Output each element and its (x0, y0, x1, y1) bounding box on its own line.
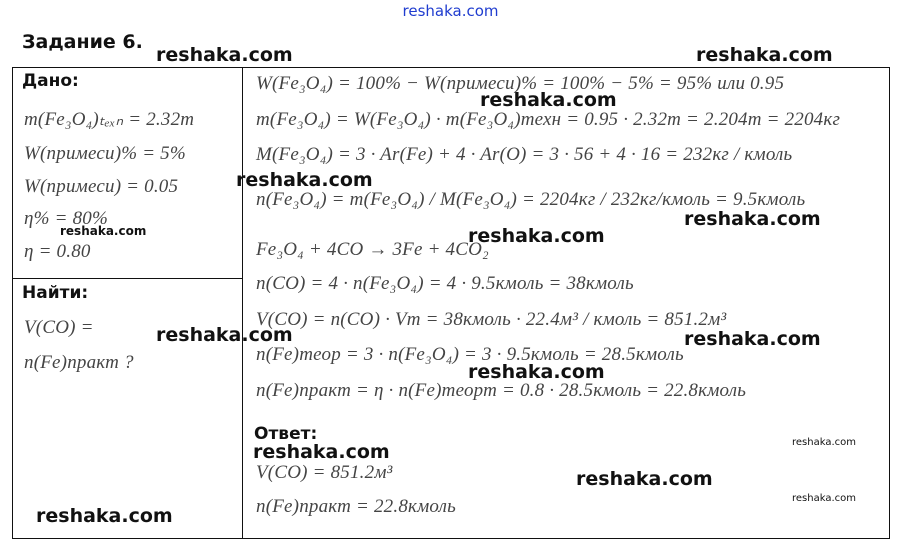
find-line: V(CO) = (24, 317, 94, 338)
watermark: reshaka.com (792, 437, 856, 448)
watermark: reshaka.com (480, 89, 617, 111)
watermark: reshaka.com (684, 328, 821, 350)
given-line: η% = 80% (24, 208, 109, 229)
watermark: reshaka.com (253, 441, 390, 463)
given-line: W(примеси)% = 5% (24, 143, 186, 164)
given-line: η = 0.80 (24, 241, 91, 262)
solution-line: m(Fe₃O₄) = W(Fe₃O₄) · m(Fe₃O₄)техн = 0.95 · 2.32т = 2.204т = 2204кг (256, 109, 841, 130)
solution-line: V(CO) = n(CO) · Vm = 38кмоль · 22.4м³ / кмоль = 851.2м³ (256, 309, 727, 330)
watermark: reshaka.com (684, 208, 821, 230)
find-heading: Найти: (22, 283, 89, 303)
watermark: reshaka.com (696, 44, 833, 66)
reaction-equation: Fe₃O₄ + 4CO → 3Fe + 4CO₂ (256, 239, 489, 260)
find-line: n(Fe)практ ? (24, 352, 134, 373)
watermark: reshaka.com (468, 361, 605, 383)
site-link[interactable]: reshaka.com (402, 2, 499, 20)
given-line: W(примеси) = 0.05 (24, 176, 179, 197)
solution-line: n(Fe₃O₄) = m(Fe₃O₄) / M(Fe₃O₄) = 2204кг / 232кг/кмоль = 9.5кмоль (256, 189, 806, 210)
watermark: reshaka.com (156, 44, 293, 66)
watermark: reshaka.com (792, 493, 856, 504)
solution-line: n(Fe)практ = η · n(Fe)теорт = 0.8 · 28.5кмоль = 22.8кмоль (256, 380, 747, 401)
column-divider (242, 67, 243, 539)
given-line: m(Fe₃O₄)ₜₑₓₙ = 2.32т (24, 109, 195, 130)
given-find-divider (12, 278, 243, 279)
watermark: reshaka.com (576, 468, 713, 490)
watermark: reshaka.com (60, 224, 147, 238)
task-title: Задание 6. (22, 31, 143, 53)
answer-line: n(Fe)практ = 22.8кмоль (256, 496, 456, 517)
solution-line: n(CO) = 4 · n(Fe₃O₄) = 4 · 9.5кмоль = 38кмоль (256, 273, 634, 294)
answer-heading: Ответ: (254, 424, 318, 444)
watermark: reshaka.com (236, 169, 373, 191)
solution-line: n(Fe)теор = 3 · n(Fe₃O₄) = 3 · 9.5кмоль = 28.5кмоль (256, 344, 684, 365)
watermark: reshaka.com (36, 505, 173, 527)
watermark: reshaka.com (156, 324, 293, 346)
solution-line: M(Fe₃O₄) = 3 · Ar(Fe) + 4 · Ar(O) = 3 · 56 + 4 · 16 = 232кг / кмоль (256, 144, 793, 165)
given-heading: Дано: (22, 71, 79, 91)
solution-line: W(Fe₃O₄) = 100% − W(примеси)% = 100% − 5% = 95% или 0.95 (256, 73, 785, 94)
answer-line: V(CO) = 851.2м³ (256, 462, 393, 483)
solution-table (12, 67, 890, 539)
watermark: reshaka.com (468, 225, 605, 247)
